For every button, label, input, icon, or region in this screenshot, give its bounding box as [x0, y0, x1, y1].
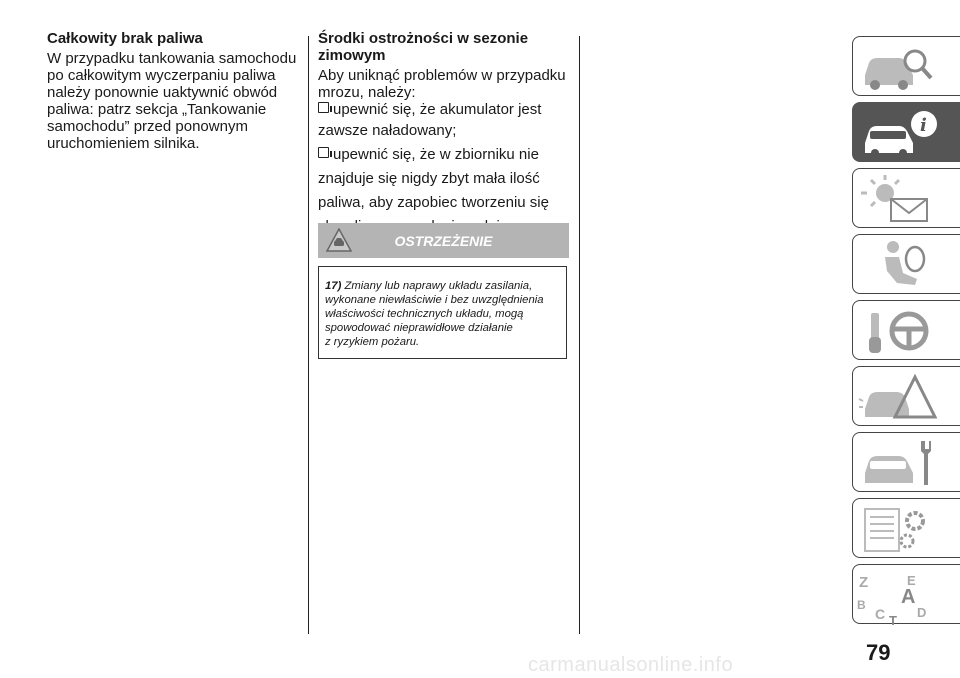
car-search-icon [857, 41, 937, 93]
index-letter: D [917, 605, 927, 620]
tab-safety[interactable] [852, 234, 960, 294]
tab-starting[interactable] [852, 300, 960, 360]
warning-number: 17) [325, 280, 342, 292]
warning-title: OSTRZEŻENIE [394, 233, 493, 249]
column-divider [579, 36, 580, 634]
checkbox-bullet-icon [318, 147, 329, 158]
warning-box [318, 266, 567, 359]
section-heading-winter: Środki ostrożności w sezonie [318, 30, 529, 47]
fuel-line: samochodu” przed ponownym [47, 118, 248, 135]
section-heading-winter: zimowym [318, 47, 386, 64]
index-letter: E [907, 573, 916, 588]
column-divider [308, 36, 309, 634]
page-number: 79 [866, 640, 891, 665]
car-wrench-icon [857, 437, 937, 489]
warning-light-message-icon [857, 173, 937, 225]
tab-warning-lights[interactable] [852, 168, 960, 228]
key-steering-wheel-icon [857, 305, 937, 357]
bullet-item: upewnić się, że w zbiorniku nie [318, 143, 570, 167]
warning-line: spowodować nieprawidłowe działanie [325, 322, 513, 334]
index-letter: B [857, 598, 866, 612]
left-column [47, 30, 297, 152]
svg-text:i: i [920, 115, 927, 136]
intro-line: mrozu, należy: [318, 84, 416, 101]
fuel-line: po całkowitym wyczerpaniu paliwa [47, 67, 276, 84]
index-letter: C [875, 606, 886, 622]
fuel-line: uruchomieniem silnika. [47, 135, 200, 152]
warning-line: właściwości technicznych układu, mogą [325, 308, 524, 320]
warning-line: z ryzykiem pożaru. [325, 336, 420, 348]
list-gears-icon [857, 503, 937, 555]
fuel-line: paliwa: patrz sekcja „Tankowanie [47, 101, 267, 118]
bullet-item: upewnić się, że akumulator jest [318, 101, 570, 119]
car-crash-warning-icon [857, 371, 937, 423]
fuel-line: należy ponownie uaktywnić obwód [47, 84, 278, 101]
tab-car-info[interactable] [852, 102, 960, 162]
bullet-line: znajduje się nigdy zbyt mała ilość [318, 170, 540, 187]
bullet-line: zawsze naładowany; [318, 122, 457, 139]
fuel-line: W przypadku tankowania samochodu [47, 50, 297, 67]
warning-line: Zmiany lub naprawy układu zasilania, [344, 280, 533, 292]
checkbox-bullet-icon [318, 102, 329, 113]
airbag-seat-icon [857, 239, 937, 291]
alphabet-index-icon [857, 569, 937, 625]
section-heading-fuel: Całkowity brak paliwa [47, 30, 203, 47]
tab-technical-data[interactable] [852, 498, 960, 558]
car-info-icon [857, 107, 937, 159]
tab-emergency[interactable] [852, 366, 960, 426]
intro-line: Aby uniknąć problemów w przypadku [318, 67, 566, 84]
watermark: carmanualsonline.info [528, 654, 734, 676]
warning-line: wykonane niewłaściwie i bez uwzględnienia [325, 294, 544, 306]
tab-maintenance[interactable] [852, 432, 960, 492]
tab-index[interactable] [852, 564, 960, 624]
tab-car-search[interactable] [852, 36, 960, 96]
warning-header [318, 223, 569, 258]
index-letter: T [889, 613, 897, 625]
index-letter: Z [859, 574, 869, 591]
bullet-line: paliwa, aby zapobiec tworzeniu się [318, 194, 549, 211]
index-letter: A [901, 586, 916, 608]
